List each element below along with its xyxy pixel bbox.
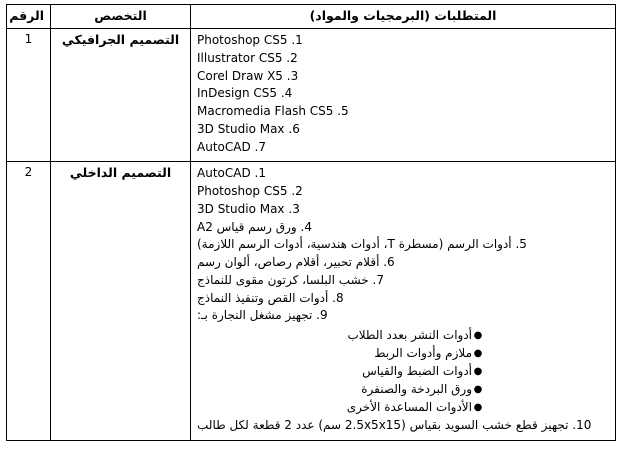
specialty-cell-graphic-design: التصميم الجرافيكي [51, 29, 191, 162]
requirements-table [6, 4, 616, 441]
column-header-specialty: التخصص [51, 5, 191, 29]
requirements-list-graphic-design [197, 32, 609, 156]
list-item: 1. Photoshop CS5 [197, 33, 303, 47]
requirements-cell-graphic-design [191, 29, 616, 162]
list-item: 8. أدوات القص وتنفيذ النماذج [197, 290, 344, 305]
bullet-icon: ● [473, 348, 483, 359]
list-item: 6. أقلام تحبير، أقلام رصاص، ألوان رسم [197, 255, 395, 269]
list-item: 10. تجهيز قطع خشب السويد بقياس (2.5x5x15 سم) عدد 2 قطعة لكل طالب [197, 418, 592, 432]
list-item: ●أدوات الضبط والقياس [362, 364, 483, 378]
list-item: 4. InDesign CS5 [197, 86, 293, 101]
list-item: 9. تجهيز مشغل النجارة بـ: [197, 308, 328, 323]
list-item: 2. Photoshop CS5 [197, 184, 303, 198]
table-body [7, 29, 616, 441]
specialty-cell-interior-design: التصميم الداخلي [51, 162, 191, 441]
number-cell-1: 1 [7, 29, 51, 162]
list-item: 1. AutoCAD [197, 166, 266, 181]
number-cell-2: 2 [7, 162, 51, 441]
list-item: 5. Macromedia Flash CS5 [197, 104, 349, 118]
list-item: 7. خشب البلسا، كرتون مقوى للنماذج [197, 272, 384, 287]
list-item: ●أدوات النشر بعدد الطلاب [347, 328, 483, 342]
bullet-icon: ● [473, 384, 483, 395]
table-header [7, 5, 616, 29]
sub-requirements-list-carpentry [197, 326, 609, 416]
column-header-number: الرقم [7, 5, 51, 29]
list-item: ●الأدوات المساعدة الأخرى [346, 400, 483, 414]
requirements-cell-interior-design [191, 162, 616, 441]
list-item: ●ورق البردخة والصنفرة [361, 382, 483, 396]
list-item: 7. AutoCAD [197, 139, 266, 154]
table-header-row [7, 5, 616, 29]
requirements-list-interior-design [197, 165, 609, 325]
requirements-list-interior-design-last [197, 417, 609, 435]
bullet-icon: ● [473, 366, 483, 377]
bullet-icon: ● [473, 330, 483, 341]
list-item: 2. Illustrator CS5 [197, 50, 298, 65]
list-item: 3. Corel Draw X5 [197, 68, 299, 83]
list-item: 6. 3D Studio Max [197, 121, 300, 136]
column-header-requirements: المتطلبات (البرمجيات والمواد) [191, 5, 616, 29]
table-row [7, 162, 616, 441]
list-item: ●ملازم وأدوات الربط [374, 346, 483, 360]
list-item: 3. 3D Studio Max [197, 201, 300, 216]
table-row [7, 29, 616, 162]
list-item: 4. ورق رسم قياس A2 [197, 219, 312, 234]
bullet-icon: ● [473, 402, 483, 413]
list-item: 5. أدوات الرسم (مسطرة T، أدوات هندسية، أدوات الرسم اللازمة) [197, 237, 527, 252]
